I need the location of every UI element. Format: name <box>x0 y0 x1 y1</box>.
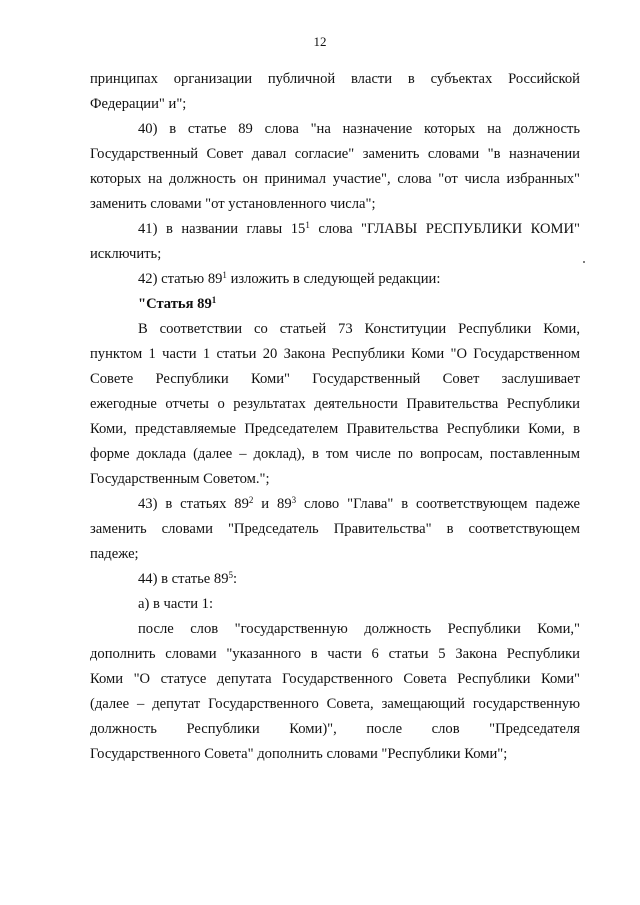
superscript: 1 <box>222 270 227 280</box>
paragraph-subitem-a: а) в части 1: <box>138 596 214 612</box>
text-line: Совете Республики Коми" Государственный Совет заслушивает <box>90 371 580 387</box>
text-line: Федерации" и"; <box>90 96 187 112</box>
text-run: слово "Глава" в соответствующем падеже <box>296 496 580 512</box>
article-heading <box>90 292 580 317</box>
text-run: слова "ГЛАВЫ РЕСПУБЛИКИ КОМИ" <box>309 221 580 237</box>
text-line: которых на должность он принимал участие", слова "от числа избранных" <box>90 171 580 187</box>
text-run: 43) в статьях 89 <box>138 496 249 512</box>
text-run: "Статья 89 <box>138 296 212 312</box>
superscript: 2 <box>248 495 254 505</box>
text-line: падеже; <box>90 546 139 562</box>
text-line: Государственного Совета" дополнить словами "Республики Коми"; <box>90 746 508 762</box>
text-line: принципах организации публичной власти в субъектах Российской <box>90 71 580 87</box>
text-line: дополнить словами "указанного в части 6 статьи 5 Закона Республики <box>90 646 580 662</box>
text-line: 40) в статье 89 слова "на назначение которых на должность <box>138 121 580 137</box>
superscript: 3 <box>291 495 297 505</box>
superscript: 5 <box>228 570 234 580</box>
paragraph-item-43 <box>90 492 580 567</box>
text-line: исключить; <box>90 246 162 262</box>
text-run: и 89 <box>253 496 292 512</box>
text-line: В соответствии со статьей 73 Конституции Республики Коми, <box>138 321 580 337</box>
paragraph-amendment <box>90 617 580 767</box>
superscript: 1 <box>305 220 310 230</box>
paragraph-item-42 <box>90 267 580 292</box>
text-line: пунктом 1 части 1 статьи 20 Закона Республики Коми "О Государственном <box>90 346 580 362</box>
text-run: 41) в названии главы 15 <box>138 221 306 237</box>
text-run: : <box>233 571 238 587</box>
text-run: 42) статью 89 <box>138 271 223 287</box>
text-line <box>90 217 580 242</box>
text-line: заменить словами "Председатель Правительства" в соответствующем <box>90 521 580 537</box>
text-line: Государственный Совет давал согласие" заменить словами "в назначении <box>90 146 580 162</box>
paragraph-item-40 <box>90 117 580 217</box>
paragraph-item-44 <box>90 567 580 592</box>
text-line: Коми, представляемые Председателем Правительства Республики Коми, в <box>90 421 580 437</box>
text-line <box>90 492 580 517</box>
text-run: 44) в статье 89 <box>138 571 229 587</box>
text-run: изложить в следующей редакции: <box>226 271 441 287</box>
paragraph-article-text <box>90 317 580 492</box>
text-line: заменить словами "от установленного числа"; <box>90 196 376 212</box>
text-line: ежегодные отчеты о результатах деятельности Правительства Республики <box>90 396 580 412</box>
text-line: Государственным Советом."; <box>90 471 270 487</box>
text-line: после слов "государственную должность Республики Коми," <box>138 621 580 637</box>
paragraph-item-41 <box>90 217 580 267</box>
text-line: Коми "О статусе депутата Государственного Совета Республики Коми" <box>90 671 580 687</box>
superscript: 1 <box>211 295 217 305</box>
text-line: форме доклада (далее – доклад), в том числе по вопросам, поставленным <box>90 446 580 462</box>
scan-speck <box>583 261 585 263</box>
paragraph-p1 <box>90 67 580 117</box>
document-body <box>90 67 580 767</box>
text-line: (далее – депутат Государственного Совета, замещающий государственную <box>90 696 580 712</box>
page-number: 12 <box>313 34 327 49</box>
text-line: должность Республики Коми)", после слов "Председателя <box>90 721 580 737</box>
